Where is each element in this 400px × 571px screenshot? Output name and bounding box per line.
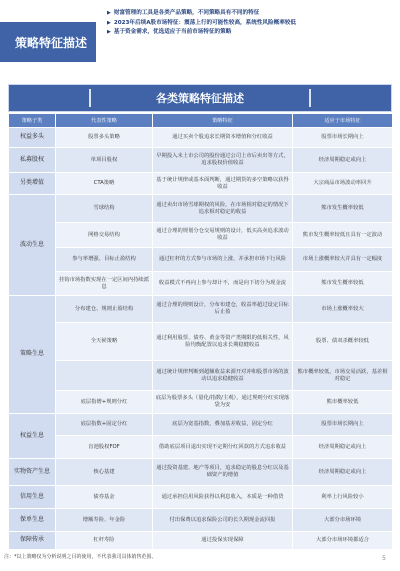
page-title: 策略特征描述 <box>14 35 87 50</box>
strategy-cell: 盲池股权FOF <box>56 436 153 459</box>
feature-cell: 基于统计规律或基本面判断，通过期货的多空策略以获得收益 <box>153 173 293 195</box>
table-row <box>9 296 393 323</box>
page-title-box <box>0 22 96 62</box>
table-row <box>9 272 393 296</box>
strategy-cell: 全天候策略 <box>56 323 153 361</box>
column-header: 适应于市场特征 <box>293 114 393 128</box>
strategy-table <box>8 113 393 550</box>
strategy-cell: CTA策略 <box>56 173 153 195</box>
table-header-row <box>9 114 393 128</box>
feature-cell: 通过买卖个股追求长期资本增值和分红收益 <box>153 128 293 148</box>
feature-cell: 收益模式不再向上参与却计不，而是向下切分为现金流 <box>153 272 293 296</box>
strategy-cell: 底层指增+规则分红 <box>56 391 153 414</box>
feature-cell: 通过合理的规则设计，分布布建仓，收益率超过设定目标后止盈 <box>153 296 293 323</box>
table-row <box>9 173 393 195</box>
feature-cell: 付出保费以追求保险公司的长久期现金流回报 <box>153 509 293 532</box>
table-row <box>9 195 393 223</box>
footnote: 注：*以上策略仅为分析说明之目的使用，不代表我司具体销售范围。 <box>4 554 157 560</box>
category-cell: 信用生息 <box>9 486 56 509</box>
table-row <box>9 391 393 414</box>
market-cell: 熊市发生概率较低 <box>293 195 393 223</box>
table-row <box>9 148 393 173</box>
category-cell: 私募股权 <box>9 148 56 173</box>
market-cell: 经济周期稳定或向上 <box>293 459 393 486</box>
table-row <box>9 248 393 272</box>
bullet-item: ▶ 财富管理的工具是各类产品策略，不同策略具有不同的特征 <box>107 10 260 16</box>
bullet-list <box>107 10 397 39</box>
market-cell: 大宗商品市场波动率回升 <box>293 173 393 195</box>
bullet-item: ▶ 2023年后续A股市场特征：震荡上行的可能性较高，系统性风险概率较低 <box>107 19 296 26</box>
table-row <box>9 414 393 436</box>
column-header: 代表性策略 <box>56 114 153 128</box>
triangle-icon: ▶ <box>107 19 111 26</box>
page-number: 5 <box>382 555 386 562</box>
market-cell: 利率上行风险较小 <box>293 486 393 509</box>
feature-cell: 底层为宽基指数，叠加基差收益，固定分红 <box>153 414 293 436</box>
header-area <box>0 0 400 78</box>
category-cell: 波动生息 <box>9 195 56 296</box>
table-row <box>9 323 393 361</box>
category-cell: 另类增值 <box>9 173 56 195</box>
feature-cell: 借助底层项目退出实现不定期分红回款的方式追求收益 <box>153 436 293 459</box>
strategy-cell: 参与率增强、目标止盈结构 <box>56 248 153 272</box>
table-row <box>9 486 393 509</box>
feature-cell: 通过杠杆的方式参与市场的上涨，并承担市场下行风险 <box>153 248 293 272</box>
category-cell: 保障传承 <box>9 532 56 550</box>
feature-cell: 通过投资基建、地产等项目，追求稳定的股息分红以及基础资产的增值 <box>153 459 293 486</box>
column-header: 策略子类 <box>9 114 56 128</box>
market-cell: 大部分市场环境都适合 <box>293 532 393 550</box>
strategy-cell: 雪球结构 <box>56 195 153 223</box>
table-row <box>9 436 393 459</box>
triangle-icon: ▶ <box>107 10 111 16</box>
strategy-cell <box>56 361 153 391</box>
triangle-icon: ▶ <box>107 29 111 36</box>
market-cell: 股票市场长期向上 <box>293 414 393 436</box>
strategy-cell: 杠杆寿险 <box>56 532 153 550</box>
category-cell: 权益多头 <box>9 128 56 148</box>
market-cell: 经济周期稳定或向上 <box>293 148 393 173</box>
table-row <box>9 459 393 486</box>
market-cell: 熊市概率较低，市场交易活跃，基差相对稳定 <box>293 361 393 391</box>
strategy-cell: 分布建仓、规则止盈结构 <box>56 296 153 323</box>
market-cell: 市场上涨概率较大 <box>293 296 393 323</box>
feature-cell: 通过承担信用风险获得以利息收入，本质是一种借贷 <box>153 486 293 509</box>
section-banner: 各类策略特征描述 <box>8 84 392 112</box>
feature-cell: 通过合理的规划分仓交易规则的设计，低买高卖追求波动收益 <box>153 223 293 248</box>
market-cell: 熊市概率较低 <box>293 391 393 414</box>
strategy-cell: 底层指数+固定分红 <box>56 414 153 436</box>
strategy-cell: 挂钩市场指数实现在一定区间内持续派息 <box>56 272 153 296</box>
feature-cell: 通过利用股票、债券、黄金等资产类期限的低相关性，风险均衡配置以追求长期稳健收益 <box>153 323 293 361</box>
table-row <box>9 223 393 248</box>
strategy-cell: 股票多头策略 <box>56 128 153 148</box>
feature-cell: 早期投入未上市公司的股份通过公司上市后卖出等方式，追求股权价值收益 <box>153 148 293 173</box>
strategy-cell: 网格交易结构 <box>56 223 153 248</box>
market-cell: 大部分市场环境 <box>293 509 393 532</box>
table-row <box>9 361 393 391</box>
table-row <box>9 128 393 148</box>
feature-cell: 通过统计规律判断到超额收益来源开对冲和股票市场的波动以追求稳健收益 <box>153 361 293 391</box>
market-cell: 熊市发生概率较低 <box>293 272 393 296</box>
category-cell: 权益生息 <box>9 414 56 459</box>
strategy-cell: 单项目股权 <box>56 148 153 173</box>
market-cell: 股票市场长期向上 <box>293 128 393 148</box>
category-cell: 策略生息 <box>9 296 56 414</box>
market-cell: 熊市发生概率较低且具有一定波动 <box>293 223 393 248</box>
market-cell: 股票、债双杀概率较低 <box>293 323 393 361</box>
bullet-item: ▶ 基于资金需求，优选适应于当前市场特征的策略 <box>107 29 232 36</box>
market-cell: 经济周期稳定或向上 <box>293 436 393 459</box>
table-row <box>9 509 393 532</box>
market-cell: 市场上涨概率较大并具有一定幅度 <box>293 248 393 272</box>
strategy-cell: 增额寿险、年金险 <box>56 509 153 532</box>
strategy-cell: 核心基建 <box>56 459 153 486</box>
table-row <box>9 532 393 550</box>
feature-cell: 通过投保实现保障 <box>153 532 293 550</box>
category-cell: 实物资产生息 <box>9 459 56 486</box>
column-header: 策略特征 <box>153 114 293 128</box>
feature-cell: 通过卖出市场雪球期权的风险，在市场相对稳定的情况下追求相对稳定的收益 <box>153 195 293 223</box>
category-cell: 保单生息 <box>9 509 56 532</box>
strategy-cell: 债券基金 <box>56 486 153 509</box>
feature-cell: 底层为股票多头（量化/指数/主观），通过规则分红实现落袋为安 <box>153 391 293 414</box>
